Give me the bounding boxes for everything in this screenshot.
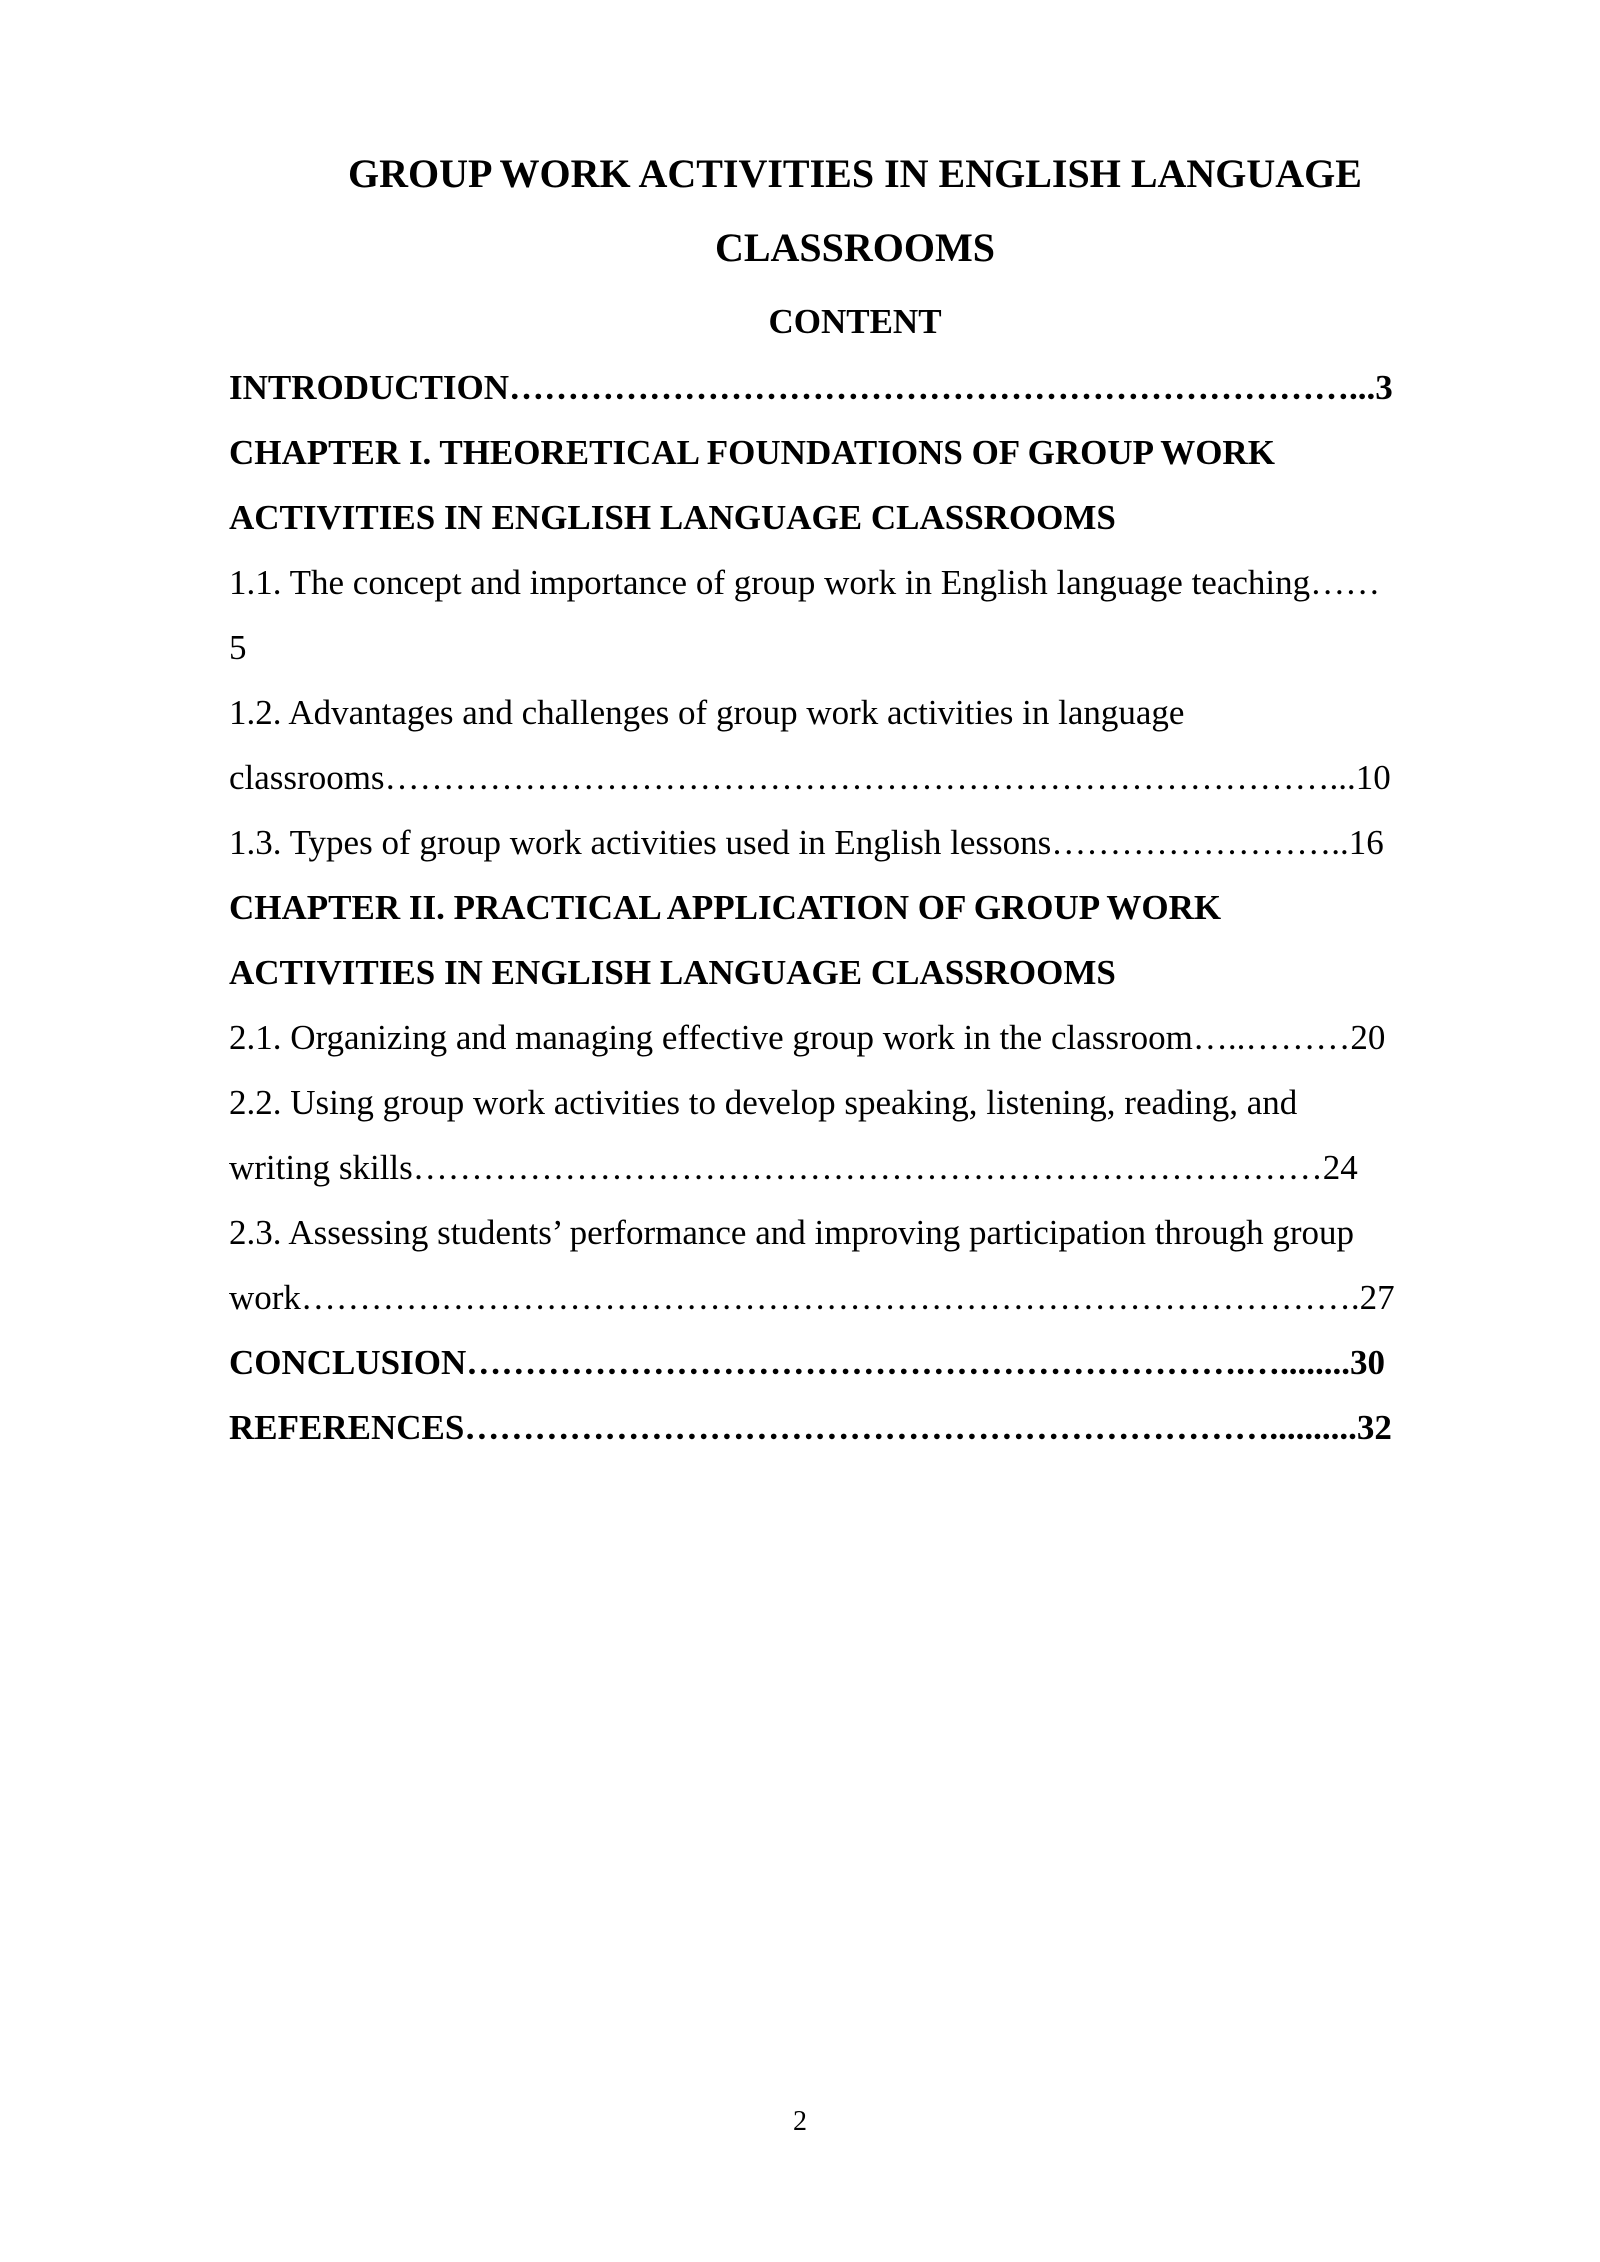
toc-section-2-3-line-1: 2.3. Assessing students’ performance and improving participation through group (229, 1213, 1354, 1252)
toc-section-1-2-line-2: classrooms………………………………………………………………………...10 (229, 758, 1391, 797)
document-title-line-2: CLASSROOMS (714, 225, 996, 270)
toc-conclusion: CONCLUSION………………………………………………………….…........30 (229, 1343, 1386, 1382)
toc-section-2-1: 2.1. Organizing and managing effective group work in the classroom…..………20 (229, 1018, 1386, 1057)
toc-introduction: INTRODUCTION………………………………………………………………...3 (229, 368, 1393, 407)
toc-section-1-2-line-1: 1.2. Advantages and challenges of group work activities in language (229, 693, 1185, 732)
content-heading: CONTENT (768, 302, 942, 341)
toc-chapter-1-line-2: ACTIVITIES IN ENGLISH LANGUAGE CLASSROOMS (229, 498, 1116, 537)
toc-chapter-2-line-2: ACTIVITIES IN ENGLISH LANGUAGE CLASSROOMS (229, 953, 1116, 992)
document-title-line-1: GROUP WORK ACTIVITIES IN ENGLISH LANGUAGE (348, 151, 1362, 196)
toc-chapter-1-line-1: CHAPTER I. THEORETICAL FOUNDATIONS OF GROUP WORK (229, 433, 1275, 472)
toc-section-2-2-line-1: 2.2. Using group work activities to develop speaking, listening, reading, and (229, 1083, 1298, 1122)
toc-section-1-1-line-2: 5 (229, 628, 247, 667)
toc-section-2-2-line-2: writing skills……………………………………………………………………24 (229, 1148, 1358, 1187)
page-number: 2 (793, 2106, 807, 2137)
toc-section-1-3: 1.3. Types of group work activities used in English lessons……………………..16 (229, 823, 1384, 862)
toc-references: REFERENCES……………………………………………………………..........32 (229, 1408, 1392, 1447)
toc-section-2-3-line-2: work……………………………………………………………………………….27 (229, 1278, 1395, 1317)
toc-chapter-2-line-1: CHAPTER II. PRACTICAL APPLICATION OF GROUP WORK (229, 888, 1222, 927)
toc-section-1-1-line-1: 1.1. The concept and importance of group work in English language teaching…… (229, 563, 1381, 602)
